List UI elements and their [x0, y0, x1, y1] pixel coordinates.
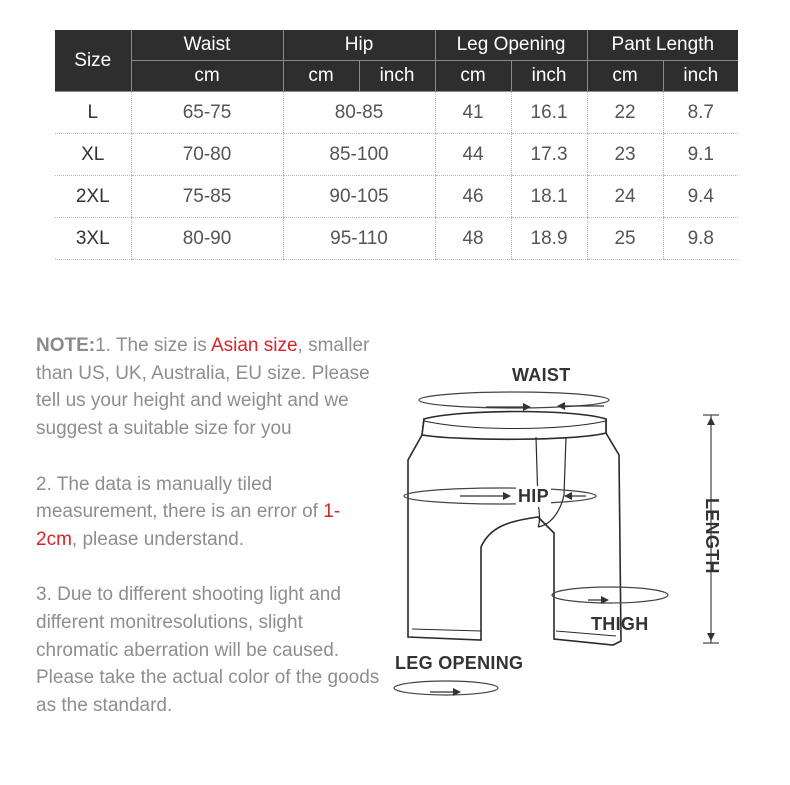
cell-leg-cm: 46	[435, 176, 511, 218]
cell-leg-inch: 16.1	[511, 92, 587, 134]
unit-length-cm: cm	[587, 61, 663, 92]
cell-length-inch: 9.1	[663, 134, 738, 176]
waist-label: WAIST	[512, 365, 571, 385]
unit-leg-inch: inch	[511, 61, 587, 92]
cell-length-cm: 22	[587, 92, 663, 134]
size-note	[36, 332, 381, 748]
table-row	[55, 218, 738, 260]
asian-size-highlight: Asian size	[210, 335, 298, 356]
cell-length-inch: 8.7	[663, 92, 738, 134]
hip-label: HIP	[518, 486, 549, 506]
error-range-highlight: 1-2cm	[36, 501, 341, 550]
cell-size: L	[55, 92, 131, 134]
header-waist: Waist	[131, 30, 283, 61]
thigh-label: THIGH	[591, 614, 649, 634]
note-text: 2. The data is manually tiled measurement, there is an error of	[36, 473, 324, 523]
leg-opening-ellipse	[394, 681, 498, 695]
shorts-outline	[408, 419, 621, 645]
table-row	[55, 92, 738, 134]
unit-waist-cm: cm	[131, 61, 283, 92]
cell-leg-cm: 41	[435, 92, 511, 134]
header-pant-length: Pant Length	[587, 30, 738, 61]
unit-leg-cm: cm	[435, 61, 511, 92]
header-hip: Hip	[283, 30, 435, 61]
leg-opening-label: LEG OPENING	[395, 653, 524, 673]
length-arrow-bottom	[707, 633, 715, 641]
cell-hip: 95-110	[283, 218, 435, 260]
cell-length-cm: 23	[587, 134, 663, 176]
unit-hip-cm: cm	[283, 61, 359, 92]
cell-size: 2XL	[55, 176, 131, 218]
shorts-measurement-diagram	[390, 355, 770, 715]
cell-hip: 90-105	[283, 176, 435, 218]
cell-waist: 70-80	[131, 134, 283, 176]
unit-length-inch: inch	[663, 61, 738, 92]
cell-waist: 65-75	[131, 92, 283, 134]
cell-length-cm: 24	[587, 176, 663, 218]
cell-hip: 80-85	[283, 92, 435, 134]
length-label: LENGTH	[702, 498, 722, 574]
cell-hip: 85-100	[283, 134, 435, 176]
cell-length-cm: 25	[587, 218, 663, 260]
size-chart-table	[55, 30, 738, 260]
note-text: , please understand.	[71, 528, 245, 550]
cell-waist: 80-90	[131, 218, 283, 260]
unit-hip-inch: inch	[359, 61, 435, 92]
header-size: Size	[55, 30, 131, 92]
cell-size: XL	[55, 134, 131, 176]
length-arrow-top	[707, 417, 715, 425]
cell-length-inch: 9.8	[663, 218, 738, 260]
note-text: , smaller than US, UK, Australia, EU size. Please tell us your height and weight and we suggest a suitable size for you	[36, 335, 370, 440]
note-paragraph-1	[36, 332, 381, 443]
note-text: 1. The size is	[95, 335, 211, 356]
cell-size: 3XL	[55, 218, 131, 260]
cell-leg-inch: 17.3	[511, 134, 587, 176]
table-row	[55, 176, 738, 218]
note-paragraph-2	[36, 471, 381, 554]
table-row	[55, 134, 738, 176]
note-paragraph-3: 3. Due to different shooting light and different monitresolutions, slight chromatic aberration will be caused. Please take the actual color of the goods as the standard.	[36, 584, 380, 717]
cell-leg-cm: 48	[435, 218, 511, 260]
cell-length-inch: 9.4	[663, 176, 738, 218]
header-leg-opening: Leg Opening	[435, 30, 587, 61]
cell-leg-cm: 44	[435, 134, 511, 176]
cell-leg-inch: 18.9	[511, 218, 587, 260]
cell-waist: 75-85	[131, 176, 283, 218]
cell-leg-inch: 18.1	[511, 176, 587, 218]
note-label: NOTE:	[36, 335, 96, 356]
